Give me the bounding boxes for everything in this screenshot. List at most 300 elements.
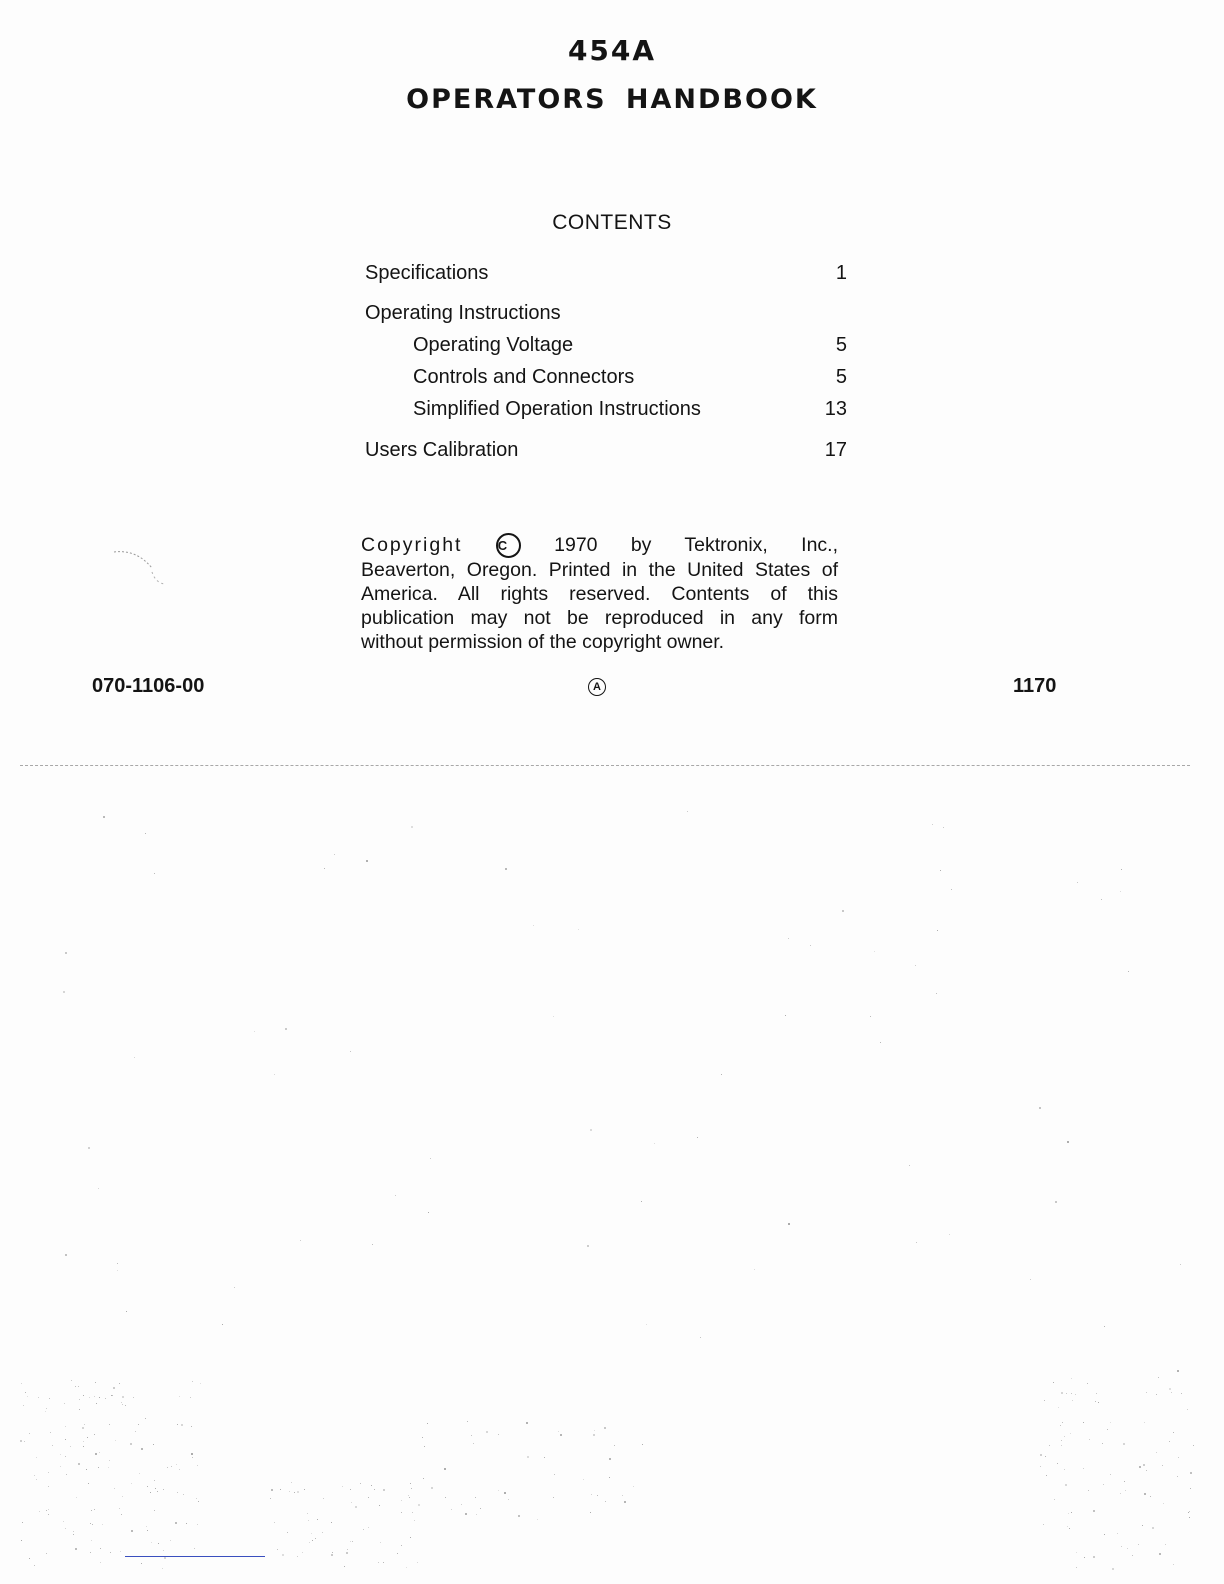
speck bbox=[554, 1474, 555, 1475]
speck bbox=[1165, 1544, 1166, 1545]
speck bbox=[1171, 1392, 1172, 1393]
speck bbox=[36, 1457, 37, 1458]
speck bbox=[100, 1562, 101, 1563]
speck bbox=[593, 1434, 595, 1436]
speck bbox=[1067, 1141, 1069, 1143]
speck bbox=[754, 1269, 755, 1270]
speck bbox=[1040, 1466, 1041, 1467]
speck bbox=[154, 1510, 155, 1511]
speck bbox=[350, 1541, 351, 1542]
speck bbox=[537, 1519, 538, 1520]
speck bbox=[397, 1553, 398, 1554]
speck bbox=[87, 1437, 88, 1438]
speck bbox=[125, 1405, 126, 1406]
speck bbox=[134, 1057, 135, 1058]
speck bbox=[880, 1042, 881, 1043]
speck bbox=[1132, 1555, 1133, 1556]
date-code: 1170 bbox=[1013, 675, 1057, 697]
speck bbox=[1055, 1201, 1057, 1203]
speck bbox=[94, 1509, 95, 1510]
speck bbox=[383, 1489, 385, 1491]
toc-entry-simplified-operation bbox=[413, 398, 847, 424]
speck bbox=[1150, 1496, 1151, 1497]
speck bbox=[940, 870, 941, 871]
speck bbox=[842, 910, 844, 912]
speck bbox=[395, 1195, 396, 1196]
speck bbox=[609, 1458, 611, 1460]
speck bbox=[374, 1489, 375, 1490]
speck bbox=[90, 1552, 91, 1553]
speck bbox=[271, 1489, 273, 1491]
speck bbox=[153, 1444, 154, 1445]
speck bbox=[410, 1483, 411, 1484]
speck bbox=[200, 1383, 201, 1384]
copyright-word: Copyright bbox=[361, 534, 463, 556]
speck bbox=[583, 1479, 584, 1480]
speck bbox=[352, 1541, 353, 1542]
speck bbox=[48, 1472, 49, 1473]
speck bbox=[1144, 1422, 1145, 1423]
speck bbox=[1089, 1439, 1090, 1440]
speck bbox=[471, 1435, 472, 1436]
speck bbox=[1087, 1383, 1088, 1384]
speck bbox=[121, 1402, 122, 1403]
speck bbox=[411, 826, 413, 828]
speck bbox=[916, 1242, 917, 1243]
speck bbox=[951, 889, 952, 890]
speck bbox=[1142, 1525, 1143, 1526]
scan-mark-icon bbox=[112, 546, 168, 590]
speck bbox=[401, 1500, 402, 1501]
toc-label: Operating Voltage bbox=[413, 334, 574, 356]
speck bbox=[366, 860, 368, 862]
speck bbox=[331, 1522, 332, 1523]
speck bbox=[505, 868, 507, 870]
speck bbox=[94, 1434, 95, 1435]
speck bbox=[380, 1542, 381, 1543]
speck bbox=[587, 1245, 589, 1247]
speck bbox=[1071, 1393, 1072, 1394]
speck bbox=[1071, 1512, 1072, 1513]
speck bbox=[347, 1549, 348, 1550]
speck bbox=[1104, 1534, 1105, 1535]
speck bbox=[409, 1497, 410, 1498]
speck bbox=[120, 1551, 121, 1552]
speck bbox=[1101, 899, 1102, 900]
copyright-line bbox=[361, 533, 838, 558]
speck bbox=[34, 1475, 35, 1476]
speck bbox=[527, 1456, 529, 1458]
speck bbox=[1060, 1425, 1061, 1426]
speck bbox=[183, 1494, 184, 1495]
speck bbox=[122, 1496, 123, 1497]
speck bbox=[135, 1431, 136, 1432]
speck bbox=[65, 1254, 67, 1256]
speck bbox=[480, 1508, 481, 1509]
speck bbox=[1030, 1279, 1031, 1280]
speck bbox=[1143, 1464, 1145, 1466]
speck bbox=[78, 1386, 79, 1387]
speck bbox=[1110, 1474, 1111, 1475]
speck bbox=[1093, 1510, 1095, 1512]
speck bbox=[1162, 1465, 1163, 1466]
speck bbox=[424, 1446, 425, 1447]
speck bbox=[45, 1411, 46, 1412]
speck bbox=[48, 1486, 49, 1487]
speck bbox=[222, 1324, 223, 1325]
speck bbox=[157, 1491, 158, 1492]
speck bbox=[315, 1538, 316, 1539]
speck bbox=[1173, 1564, 1174, 1565]
speck bbox=[71, 1380, 72, 1381]
speck bbox=[79, 1399, 80, 1400]
model-number: 454A bbox=[567, 34, 657, 67]
speck bbox=[139, 1473, 140, 1474]
speck bbox=[98, 1188, 99, 1189]
speck bbox=[936, 993, 937, 994]
speck bbox=[560, 1434, 562, 1436]
speck bbox=[36, 1479, 37, 1480]
speck bbox=[1152, 1527, 1154, 1529]
speck bbox=[21, 1383, 22, 1384]
speck bbox=[99, 1397, 100, 1398]
speck bbox=[943, 827, 944, 828]
speck bbox=[302, 1552, 303, 1553]
speck bbox=[526, 1422, 528, 1424]
speck bbox=[1123, 1443, 1125, 1445]
speck bbox=[163, 1489, 164, 1490]
edge-line bbox=[125, 1556, 265, 1557]
speck bbox=[60, 1466, 61, 1467]
speck bbox=[114, 1488, 115, 1489]
speck bbox=[194, 1548, 195, 1549]
speck bbox=[1169, 1388, 1171, 1390]
speck bbox=[83, 1441, 84, 1442]
toc-entry-specifications bbox=[365, 262, 847, 288]
speck bbox=[431, 1487, 433, 1489]
speck bbox=[90, 1523, 91, 1524]
speck bbox=[465, 1513, 467, 1515]
speck bbox=[1068, 1513, 1069, 1514]
speck bbox=[29, 1433, 30, 1434]
speck bbox=[277, 1549, 278, 1550]
speck bbox=[1158, 1377, 1159, 1378]
speck bbox=[1057, 1463, 1058, 1464]
speck bbox=[371, 1485, 372, 1486]
speck bbox=[518, 1515, 520, 1517]
speck bbox=[117, 1263, 118, 1264]
speck bbox=[700, 1337, 701, 1338]
speck bbox=[417, 1562, 418, 1563]
revision-mark-icon: A bbox=[588, 678, 606, 696]
speck bbox=[291, 1482, 292, 1483]
speck bbox=[1061, 1440, 1062, 1441]
speck bbox=[131, 1530, 133, 1532]
copyright-line: without permission of the copyright owner. bbox=[361, 631, 725, 653]
speck bbox=[937, 930, 938, 931]
speck bbox=[1124, 1481, 1125, 1482]
toc-page: 13 bbox=[824, 398, 847, 420]
speck bbox=[1173, 1432, 1174, 1433]
speck bbox=[309, 1542, 310, 1543]
speck bbox=[331, 1554, 333, 1556]
speck bbox=[65, 1439, 66, 1440]
speck bbox=[414, 1520, 415, 1521]
speck bbox=[46, 1510, 47, 1511]
speck bbox=[406, 1567, 407, 1568]
speck bbox=[1061, 1445, 1062, 1446]
speck bbox=[1095, 1401, 1096, 1402]
toc-label: Specifications bbox=[365, 262, 489, 284]
speck bbox=[590, 1129, 592, 1131]
speck bbox=[553, 1016, 554, 1017]
speck bbox=[1058, 1407, 1059, 1408]
speck bbox=[78, 1463, 80, 1465]
speck bbox=[177, 1492, 178, 1493]
speck bbox=[401, 1512, 402, 1513]
speck bbox=[270, 1498, 271, 1499]
speck bbox=[687, 811, 688, 812]
speck bbox=[83, 1446, 84, 1447]
speck bbox=[1093, 1556, 1095, 1558]
speck bbox=[155, 1488, 156, 1489]
speck bbox=[324, 868, 325, 869]
speck bbox=[176, 1464, 177, 1465]
speck bbox=[186, 1523, 187, 1524]
speck bbox=[158, 1543, 159, 1544]
speck bbox=[89, 1397, 90, 1398]
speck bbox=[721, 1074, 722, 1075]
speck bbox=[197, 1465, 198, 1466]
speck bbox=[461, 1504, 462, 1505]
speck bbox=[49, 1398, 50, 1399]
speck bbox=[1071, 1378, 1072, 1379]
speck bbox=[163, 1550, 164, 1551]
speck bbox=[167, 1467, 168, 1468]
speck bbox=[150, 1492, 151, 1493]
speck bbox=[1102, 1443, 1103, 1444]
speck bbox=[1067, 1526, 1068, 1527]
speck bbox=[76, 1497, 77, 1498]
speck bbox=[75, 1386, 76, 1387]
speck bbox=[1065, 1484, 1067, 1486]
speck bbox=[126, 1311, 127, 1312]
speck bbox=[171, 1466, 172, 1467]
toc-page: 5 bbox=[835, 366, 847, 388]
copyright-line: publication may not be reproduced in any form bbox=[361, 607, 838, 629]
speck bbox=[1127, 1548, 1128, 1549]
speck bbox=[63, 991, 65, 993]
speck bbox=[1156, 1452, 1157, 1453]
speck bbox=[304, 1489, 305, 1490]
speck bbox=[430, 1158, 431, 1159]
speck bbox=[646, 1324, 647, 1325]
toc-entry-controls-and-connectors bbox=[413, 366, 847, 392]
speck bbox=[418, 1504, 420, 1506]
toc-entry-operating-instructions bbox=[365, 302, 847, 328]
speck bbox=[368, 1527, 369, 1528]
speck bbox=[122, 1396, 124, 1398]
speck bbox=[312, 1540, 313, 1541]
speck bbox=[342, 1486, 343, 1487]
speck bbox=[274, 1522, 275, 1523]
speck bbox=[788, 938, 789, 939]
speck bbox=[300, 1240, 301, 1241]
speck bbox=[297, 1556, 298, 1557]
speck bbox=[46, 1553, 47, 1554]
speck bbox=[605, 1501, 606, 1502]
speck bbox=[122, 1404, 123, 1405]
speck bbox=[1107, 1429, 1108, 1430]
part-number: 070-1106-00 bbox=[92, 675, 205, 697]
handbook-title: OPERATORS HANDBOOK bbox=[406, 84, 818, 115]
speck bbox=[870, 1016, 871, 1017]
speck bbox=[254, 1031, 255, 1032]
speck bbox=[1045, 1456, 1046, 1457]
speck bbox=[75, 1548, 77, 1550]
speck bbox=[344, 1566, 345, 1567]
speck bbox=[131, 1483, 132, 1484]
speck bbox=[1146, 1392, 1147, 1393]
speck bbox=[1138, 1544, 1139, 1545]
speck bbox=[294, 1492, 295, 1493]
speck bbox=[508, 1499, 509, 1500]
speck bbox=[1040, 1454, 1042, 1456]
speck bbox=[323, 1498, 324, 1499]
speck bbox=[154, 1480, 155, 1481]
speck bbox=[1043, 1524, 1044, 1525]
speck bbox=[1064, 1436, 1065, 1437]
speck bbox=[1062, 1422, 1063, 1423]
speck bbox=[1046, 1475, 1047, 1476]
speck bbox=[604, 1427, 606, 1429]
speck bbox=[1088, 1490, 1089, 1491]
speck bbox=[65, 1456, 66, 1457]
speck bbox=[110, 1552, 111, 1553]
speck bbox=[1044, 1400, 1045, 1401]
speck bbox=[38, 1397, 39, 1398]
speck bbox=[179, 1469, 180, 1470]
speck bbox=[1076, 1552, 1077, 1553]
speck bbox=[412, 1512, 413, 1513]
speck bbox=[1053, 1382, 1054, 1383]
speck bbox=[410, 1537, 411, 1538]
speck bbox=[1178, 1457, 1179, 1458]
speck bbox=[498, 1434, 499, 1435]
speck bbox=[334, 854, 335, 855]
speck bbox=[591, 1494, 592, 1495]
speck bbox=[350, 1489, 351, 1490]
speck bbox=[84, 1424, 85, 1425]
speck bbox=[170, 1540, 171, 1541]
speck bbox=[383, 1562, 384, 1563]
speck bbox=[1076, 1567, 1077, 1568]
speck bbox=[1072, 1400, 1073, 1401]
speck bbox=[1096, 1393, 1097, 1394]
speck bbox=[697, 1137, 698, 1138]
speck bbox=[351, 1502, 352, 1503]
speck bbox=[50, 1432, 51, 1433]
speck bbox=[119, 1508, 120, 1509]
speck bbox=[190, 1397, 191, 1398]
speck bbox=[99, 1452, 100, 1453]
speck bbox=[65, 1528, 66, 1529]
speck bbox=[1193, 1445, 1194, 1446]
speck bbox=[287, 1532, 288, 1533]
speck bbox=[39, 1511, 40, 1512]
toc-entry-operating-voltage bbox=[413, 334, 847, 360]
speck bbox=[141, 1448, 143, 1450]
speck bbox=[147, 1486, 148, 1487]
speck bbox=[1064, 1469, 1065, 1470]
speck bbox=[949, 1234, 950, 1235]
speck bbox=[1110, 1422, 1111, 1423]
speck bbox=[115, 1440, 116, 1441]
speck bbox=[1189, 1517, 1190, 1518]
speck bbox=[360, 1483, 361, 1484]
speck bbox=[46, 1408, 47, 1409]
speck bbox=[145, 833, 146, 834]
speck bbox=[25, 1392, 26, 1393]
toc-label: Users Calibration bbox=[365, 439, 519, 461]
speck bbox=[179, 1396, 180, 1397]
speck bbox=[73, 1531, 74, 1532]
copyright-notice bbox=[361, 533, 838, 654]
speck bbox=[34, 1565, 35, 1566]
speck bbox=[198, 1501, 199, 1502]
speck bbox=[48, 1514, 49, 1515]
speck bbox=[475, 1497, 476, 1498]
speck bbox=[98, 1467, 99, 1468]
speck bbox=[1187, 1409, 1188, 1410]
speck bbox=[624, 1501, 626, 1503]
speck bbox=[197, 1524, 198, 1525]
toc-page: 17 bbox=[824, 439, 847, 461]
speck bbox=[428, 1212, 429, 1213]
copyright-symbol-icon: C bbox=[496, 533, 521, 558]
speck bbox=[544, 1457, 545, 1458]
speck bbox=[191, 1426, 192, 1427]
speck bbox=[1117, 1533, 1118, 1534]
speck bbox=[196, 1498, 197, 1499]
speck bbox=[65, 1426, 66, 1427]
speck bbox=[558, 1431, 559, 1432]
speck bbox=[1077, 882, 1078, 883]
speck bbox=[147, 1530, 148, 1531]
speck bbox=[88, 1147, 90, 1149]
speck bbox=[191, 1453, 193, 1455]
speck bbox=[423, 1478, 424, 1479]
speck bbox=[1181, 1393, 1182, 1394]
speck bbox=[91, 1540, 92, 1541]
speck bbox=[372, 1244, 373, 1245]
speck bbox=[1075, 1394, 1076, 1395]
speck bbox=[141, 1563, 142, 1564]
speck bbox=[109, 1424, 110, 1425]
speck bbox=[103, 816, 105, 818]
speck bbox=[162, 1568, 163, 1569]
speck bbox=[308, 1520, 309, 1521]
speck bbox=[932, 824, 933, 825]
speck bbox=[1128, 971, 1129, 972]
speck bbox=[1104, 1326, 1105, 1327]
speck bbox=[444, 1468, 446, 1470]
speck bbox=[1139, 1466, 1141, 1468]
speck bbox=[60, 1454, 61, 1455]
speck bbox=[48, 1509, 49, 1510]
speck bbox=[289, 1491, 290, 1492]
speck bbox=[52, 1445, 53, 1446]
